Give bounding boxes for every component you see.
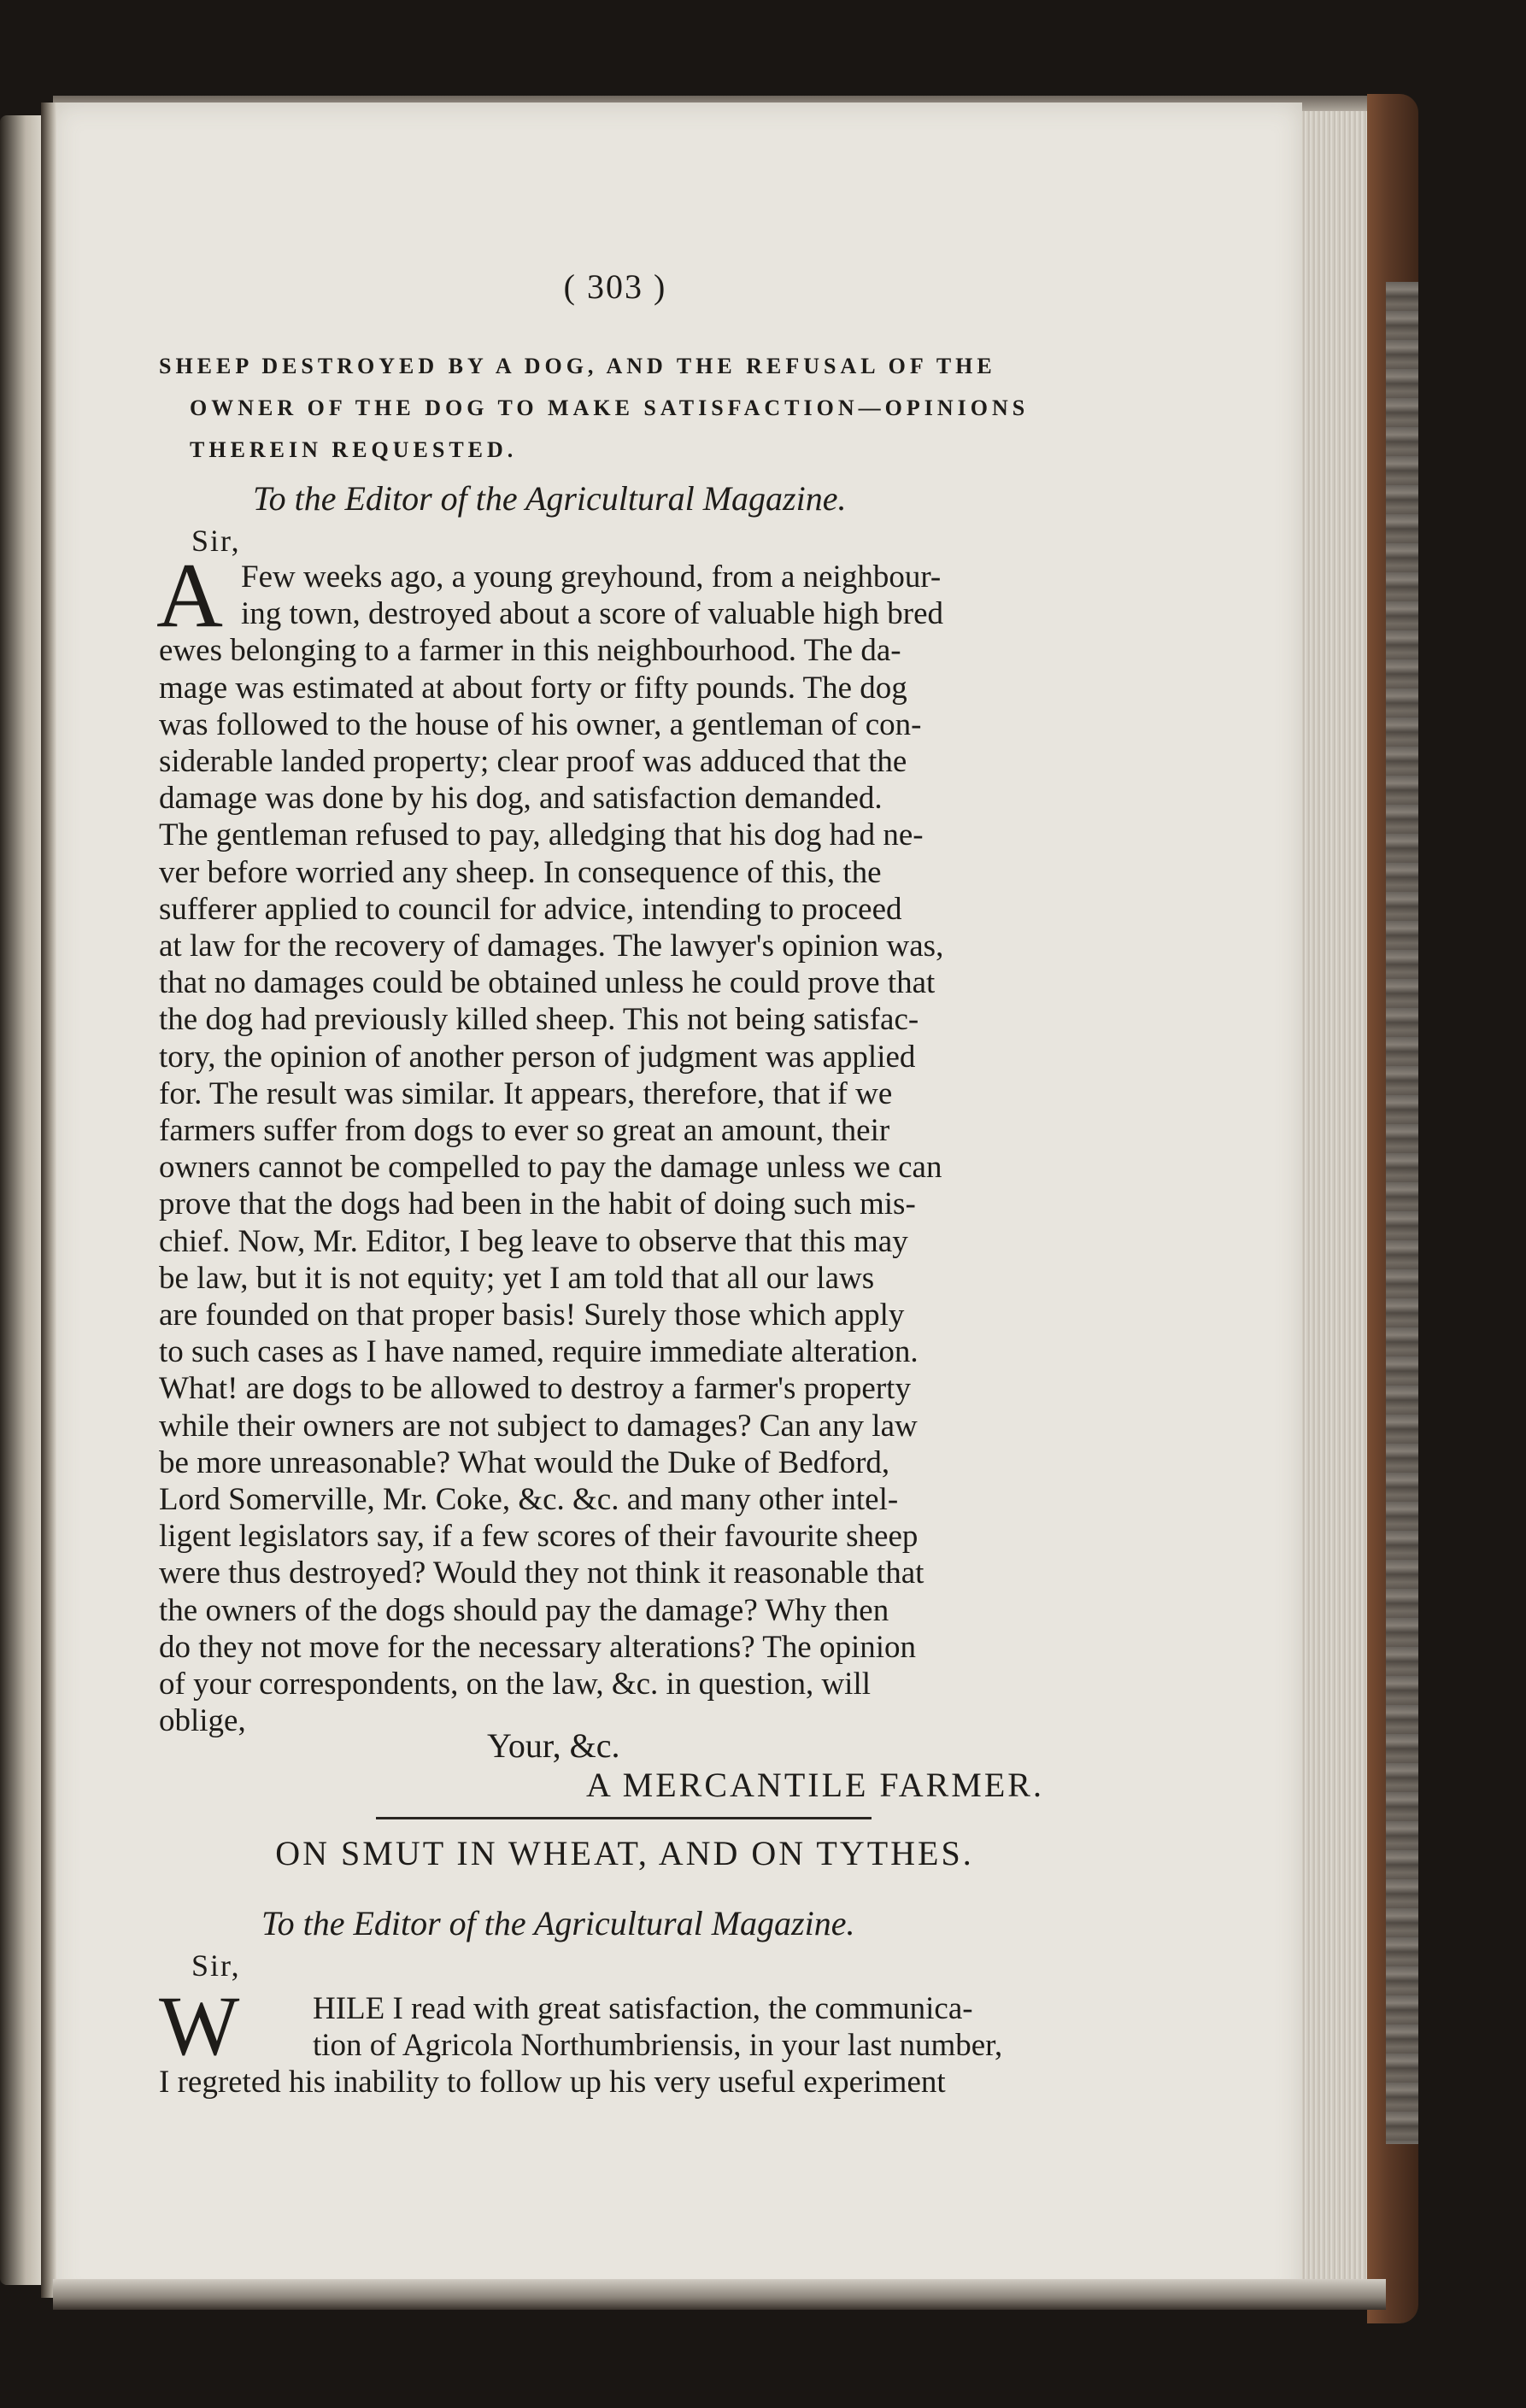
- drop-cap: A: [156, 545, 223, 647]
- heading-line: SHEEP DESTROYED BY A DOG, AND THE REFUSAL OF THE: [159, 354, 996, 378]
- article-heading: [159, 345, 1090, 471]
- text-line: Lord Somerville, Mr. Coke, &c. &c. and many other intel-: [159, 1482, 899, 1518]
- text-line: tion of Agricola Northumbriensis, in your last number,: [313, 2028, 1003, 2064]
- letter-body: [159, 1990, 1085, 2101]
- salutation: Sir,: [191, 1948, 241, 1983]
- section-divider: [376, 1817, 872, 1819]
- text-line: ewes belonging to a farmer in this neighbourhood. The da-: [159, 633, 901, 669]
- addressee: To the Editor of the Agricultural Magazine.: [261, 1904, 855, 1942]
- text-line: HILE I read with great satisfaction, the communica-: [313, 1991, 973, 2026]
- text-line: farmers suffer from dogs to ever so great an amount, their: [159, 1113, 890, 1149]
- text-line: was followed to the house of his owner, a gentleman of con-: [159, 706, 922, 742]
- text-line: ligent legislators say, if a few scores of their favourite sheep: [159, 1519, 919, 1555]
- text-line: were thus destroyed? Would they not think it reasonable that: [159, 1556, 924, 1591]
- text-line: sufferer applied to council for advice, intending to proceed: [159, 891, 902, 927]
- letter-closing: Your, &c.: [487, 1726, 620, 1765]
- text-line: mage was estimated at about forty or fifty pounds. The dog: [159, 670, 907, 706]
- text-line: The gentleman refused to pay, alledging that his dog had ne-: [159, 817, 924, 853]
- text-line: for. The result was similar. It appears, therefore, that if we: [159, 1075, 893, 1111]
- text-line: What! are dogs to be allowed to destroy a farmer's property: [159, 1371, 911, 1407]
- text-line: damage was done by his dog, and satisfaction demanded.: [159, 781, 883, 817]
- section-title: ON SMUT IN WHEAT, AND ON TYTHES.: [275, 1834, 974, 1872]
- text-line: the owners of the dogs should pay the damage? Why then: [159, 1592, 889, 1628]
- text-line: the dog had previously killed sheep. This not being satisfac-: [159, 1002, 919, 1038]
- text-line: be law, but it is not equity; yet I am told that all our laws: [159, 1260, 875, 1296]
- text-line: at law for the recovery of damages. The lawyer's opinion was,: [159, 929, 944, 964]
- salutation: Sir,: [191, 524, 241, 558]
- text-line: are founded on that proper basis! Surely those which apply: [159, 1298, 905, 1333]
- heading-line: OWNER OF THE DOG TO MAKE SATISFACTION—OPINIONS: [190, 395, 1030, 420]
- text-line: oblige,: [159, 1703, 246, 1739]
- text-line: siderable landed property; clear proof was adduced that the: [159, 744, 907, 780]
- text-line: owners cannot be compelled to pay the damage unless we can: [159, 1150, 942, 1186]
- text-line: of your correspondents, on the law, &c. in question, will: [159, 1667, 872, 1702]
- text-line: ver before worried any sheep. In consequence of this, the: [159, 854, 882, 890]
- text-line: prove that the dogs had been in the habit of doing such mis-: [159, 1186, 916, 1222]
- text-line: I regreted his inability to follow up his very useful experiment: [159, 2065, 946, 2100]
- text-line: while their owners are not subject to damages? Can any law: [159, 1408, 918, 1444]
- text-line: be more unreasonable? What would the Duke of Bedford,: [159, 1444, 890, 1480]
- text-line: tory, the opinion of another person of judgment was applied: [159, 1039, 916, 1075]
- heading-line: THEREIN REQUESTED.: [190, 437, 518, 462]
- page-number: ( 303 ): [563, 267, 667, 306]
- text-line: that no damages could be obtained unless he could prove that: [159, 965, 936, 1001]
- letter-body: [159, 559, 1085, 1740]
- addressee: To the Editor of the Agricultural Magazine.: [253, 479, 847, 518]
- text-line: ing town, destroyed about a score of valuable high bred: [241, 596, 943, 632]
- text-line: Few weeks ago, a young greyhound, from a neighbour-: [241, 560, 942, 595]
- text-line: chief. Now, Mr. Editor, I beg leave to observe that this may: [159, 1223, 908, 1259]
- letter-signature: A MERCANTILE FARMER.: [586, 1766, 1044, 1804]
- drop-cap: W: [159, 1978, 240, 2073]
- text-line: to such cases as I have named, require immediate alteration.: [159, 1334, 919, 1370]
- text-line: do they not move for the necessary alterations? The opinion: [159, 1629, 917, 1665]
